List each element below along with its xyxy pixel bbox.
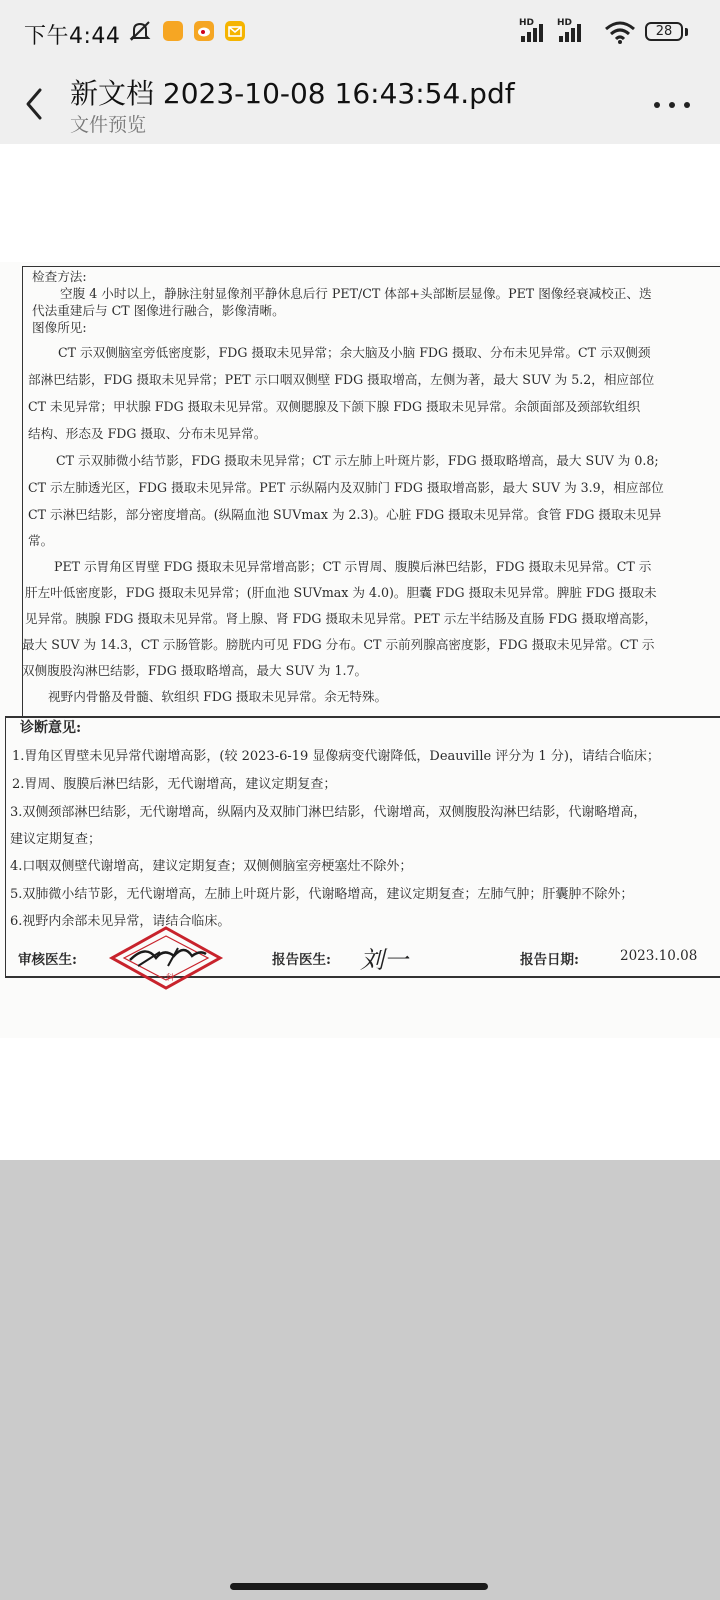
more-dot-icon — [654, 102, 660, 108]
more-dot-icon — [669, 102, 675, 108]
mute-icon — [128, 20, 152, 42]
findings-line: 部淋巴结影，FDG 摄取未见异常；PET 示口咽双侧壁 FDG 摄取增高，左侧为著，最大 SUV 为 5.2，相应部位 — [28, 372, 655, 387]
findings-line: 常。 — [28, 533, 54, 548]
findings-line: CT 示双侧脑室旁低密度影，FDG 摄取未见异常；余大脑及小脑 FDG 摄取、分布未见异常。CT 示双侧颈 — [58, 345, 651, 360]
findings-line: 见异常。胰腺 FDG 摄取未见异常。肾上腺、肾 FDG 摄取未见异常。PET 示左半结肠及直肠 FDG 摄取增高影， — [25, 611, 657, 626]
battery-cap — [685, 28, 688, 36]
battery-level: 28 — [655, 24, 673, 39]
diagnosis-separator — [5, 716, 720, 718]
pdf-page — [0, 262, 720, 1038]
diagnosis-line: 3.双侧颈部淋巴结影，无代谢增高，纵隔内及双肺门淋巴结影，代谢增高，双侧腹股沟淋巴结影，代谢略增高， — [10, 805, 647, 820]
findings-header: 图像所见: — [32, 320, 87, 335]
diagnosis-line: 1.胃角区胃壁未见异常代谢增高影，(较 2023-6-19 显像病变代谢降低，Deauville 评分为 1 分)，请结合临床； — [12, 749, 660, 764]
hd-label-2: HD — [557, 18, 573, 28]
diagnosis-line: 建议定期复查； — [10, 832, 102, 847]
reviewer-label: 审核医生: — [18, 952, 77, 968]
gallery-app-icon — [163, 21, 183, 41]
diagnosis-line: 2.胃周、腹膜后淋巴结影，无代谢增高，建议定期复查； — [12, 777, 337, 792]
findings-line: 最大 SUV 为 14.3，CT 示肠管影。膀胱内可见 FDG 分布。CT 示前列腺高密度影，FDG 摄取未见异常。CT 示 — [22, 637, 655, 652]
battery-icon — [645, 22, 683, 41]
method-line: 代法重建后与 CT 图像进行融合，影像清晰。 — [32, 303, 285, 318]
findings-line: 双侧腹股沟淋巴结影，FDG 摄取略增高，最大 SUV 为 1.7。 — [22, 663, 368, 678]
empty-preview-background — [0, 1160, 720, 1600]
wifi-icon — [604, 20, 636, 44]
diagnosis-header: 诊断意见: — [20, 720, 82, 736]
report-date-label: 报告日期: — [520, 952, 579, 968]
findings-line: PET 示胃角区胃壁 FDG 摄取未见异常增高影；CT 示胃周、腹膜后淋巴结影，FDG 摄取未见异常。CT 示 — [54, 559, 652, 574]
status-time: 下午4:44 — [24, 24, 121, 49]
findings-line: CT 未见异常；甲状腺 FDG 摄取未见异常。双侧腮腺及下颌下腺 FDG 摄取未见异常。余颌面部及颈部软组织 — [28, 399, 641, 414]
diagnosis-line: 6.视野内余部未见异常，请结合临床。 — [10, 914, 231, 929]
findings-line: 肝左叶低密度影，FDG 摄取未见异常；(肝血池 SUVmax 为 4.0)。胆囊 FDG 摄取未见异常。脾脏 FDG 摄取未 — [25, 585, 657, 600]
more-options-button[interactable] — [652, 98, 692, 112]
home-indicator[interactable] — [230, 1583, 488, 1590]
method-header: 检查方法: — [32, 269, 87, 284]
app-header — [0, 62, 720, 144]
doctor-stamp — [108, 926, 224, 990]
status-bar — [0, 0, 720, 62]
report-date: 2023.10.08 — [620, 948, 698, 964]
hd-label-1: HD — [519, 18, 535, 28]
stamp-text: 一科 — [158, 973, 174, 982]
diagnosis-line: 4.口咽双侧壁代谢增高，建议定期复查；双侧侧脑室旁梗塞灶不除外； — [10, 859, 413, 874]
document-subtitle: 文件预览 — [70, 114, 147, 136]
page-border-left-lower — [5, 716, 6, 976]
findings-line: CT 示左肺透光区，FDG 摄取未见异常。PET 示纵隔内及双肺门 FDG 摄取增高影，最大 SUV 为 3.9，相应部位 — [28, 480, 664, 495]
findings-line: 视野内骨骼及骨髓、软组织 FDG 摄取未见异常。余无特殊。 — [48, 689, 388, 704]
more-dot-icon — [684, 102, 690, 108]
findings-line: CT 示双肺微小结节影，FDG 摄取未见异常；CT 示左肺上叶斑片影，FDG 摄取略增高，最大 SUV 为 0.8; — [56, 453, 659, 468]
back-button[interactable] — [20, 86, 50, 122]
mail-app-icon — [225, 21, 245, 41]
signal-icon-2 — [557, 18, 587, 44]
document-title: 新文档 2023-10-08 16:43:54.pdf — [70, 77, 515, 110]
findings-line: 结构、形态及 FDG 摄取、分布未见异常。 — [28, 426, 267, 441]
reporter-signature: 刘一 — [360, 946, 408, 974]
weibo-app-icon — [194, 21, 214, 41]
diagnosis-line: 5.双肺微小结节影，无代谢增高，左肺上叶斑片影，代谢略增高，建议定期复查；左肺气肿；肝囊肿不除外； — [10, 887, 634, 902]
method-line: 空腹 4 小时以上，静脉注射显像剂平静休息后行 PET/CT 体部+头部断层显像。PET 图像经衰减校正、迭 — [60, 286, 652, 301]
signal-icon-1 — [519, 18, 549, 44]
findings-line: CT 示淋巴结影，部分密度增高。(纵隔血池 SUVmax 为 2.3)。心脏 FDG 摄取未见异常。食管 FDG 摄取未见异 — [28, 507, 662, 522]
reporter-label: 报告医生: — [272, 952, 331, 968]
page-border-top — [22, 266, 720, 267]
